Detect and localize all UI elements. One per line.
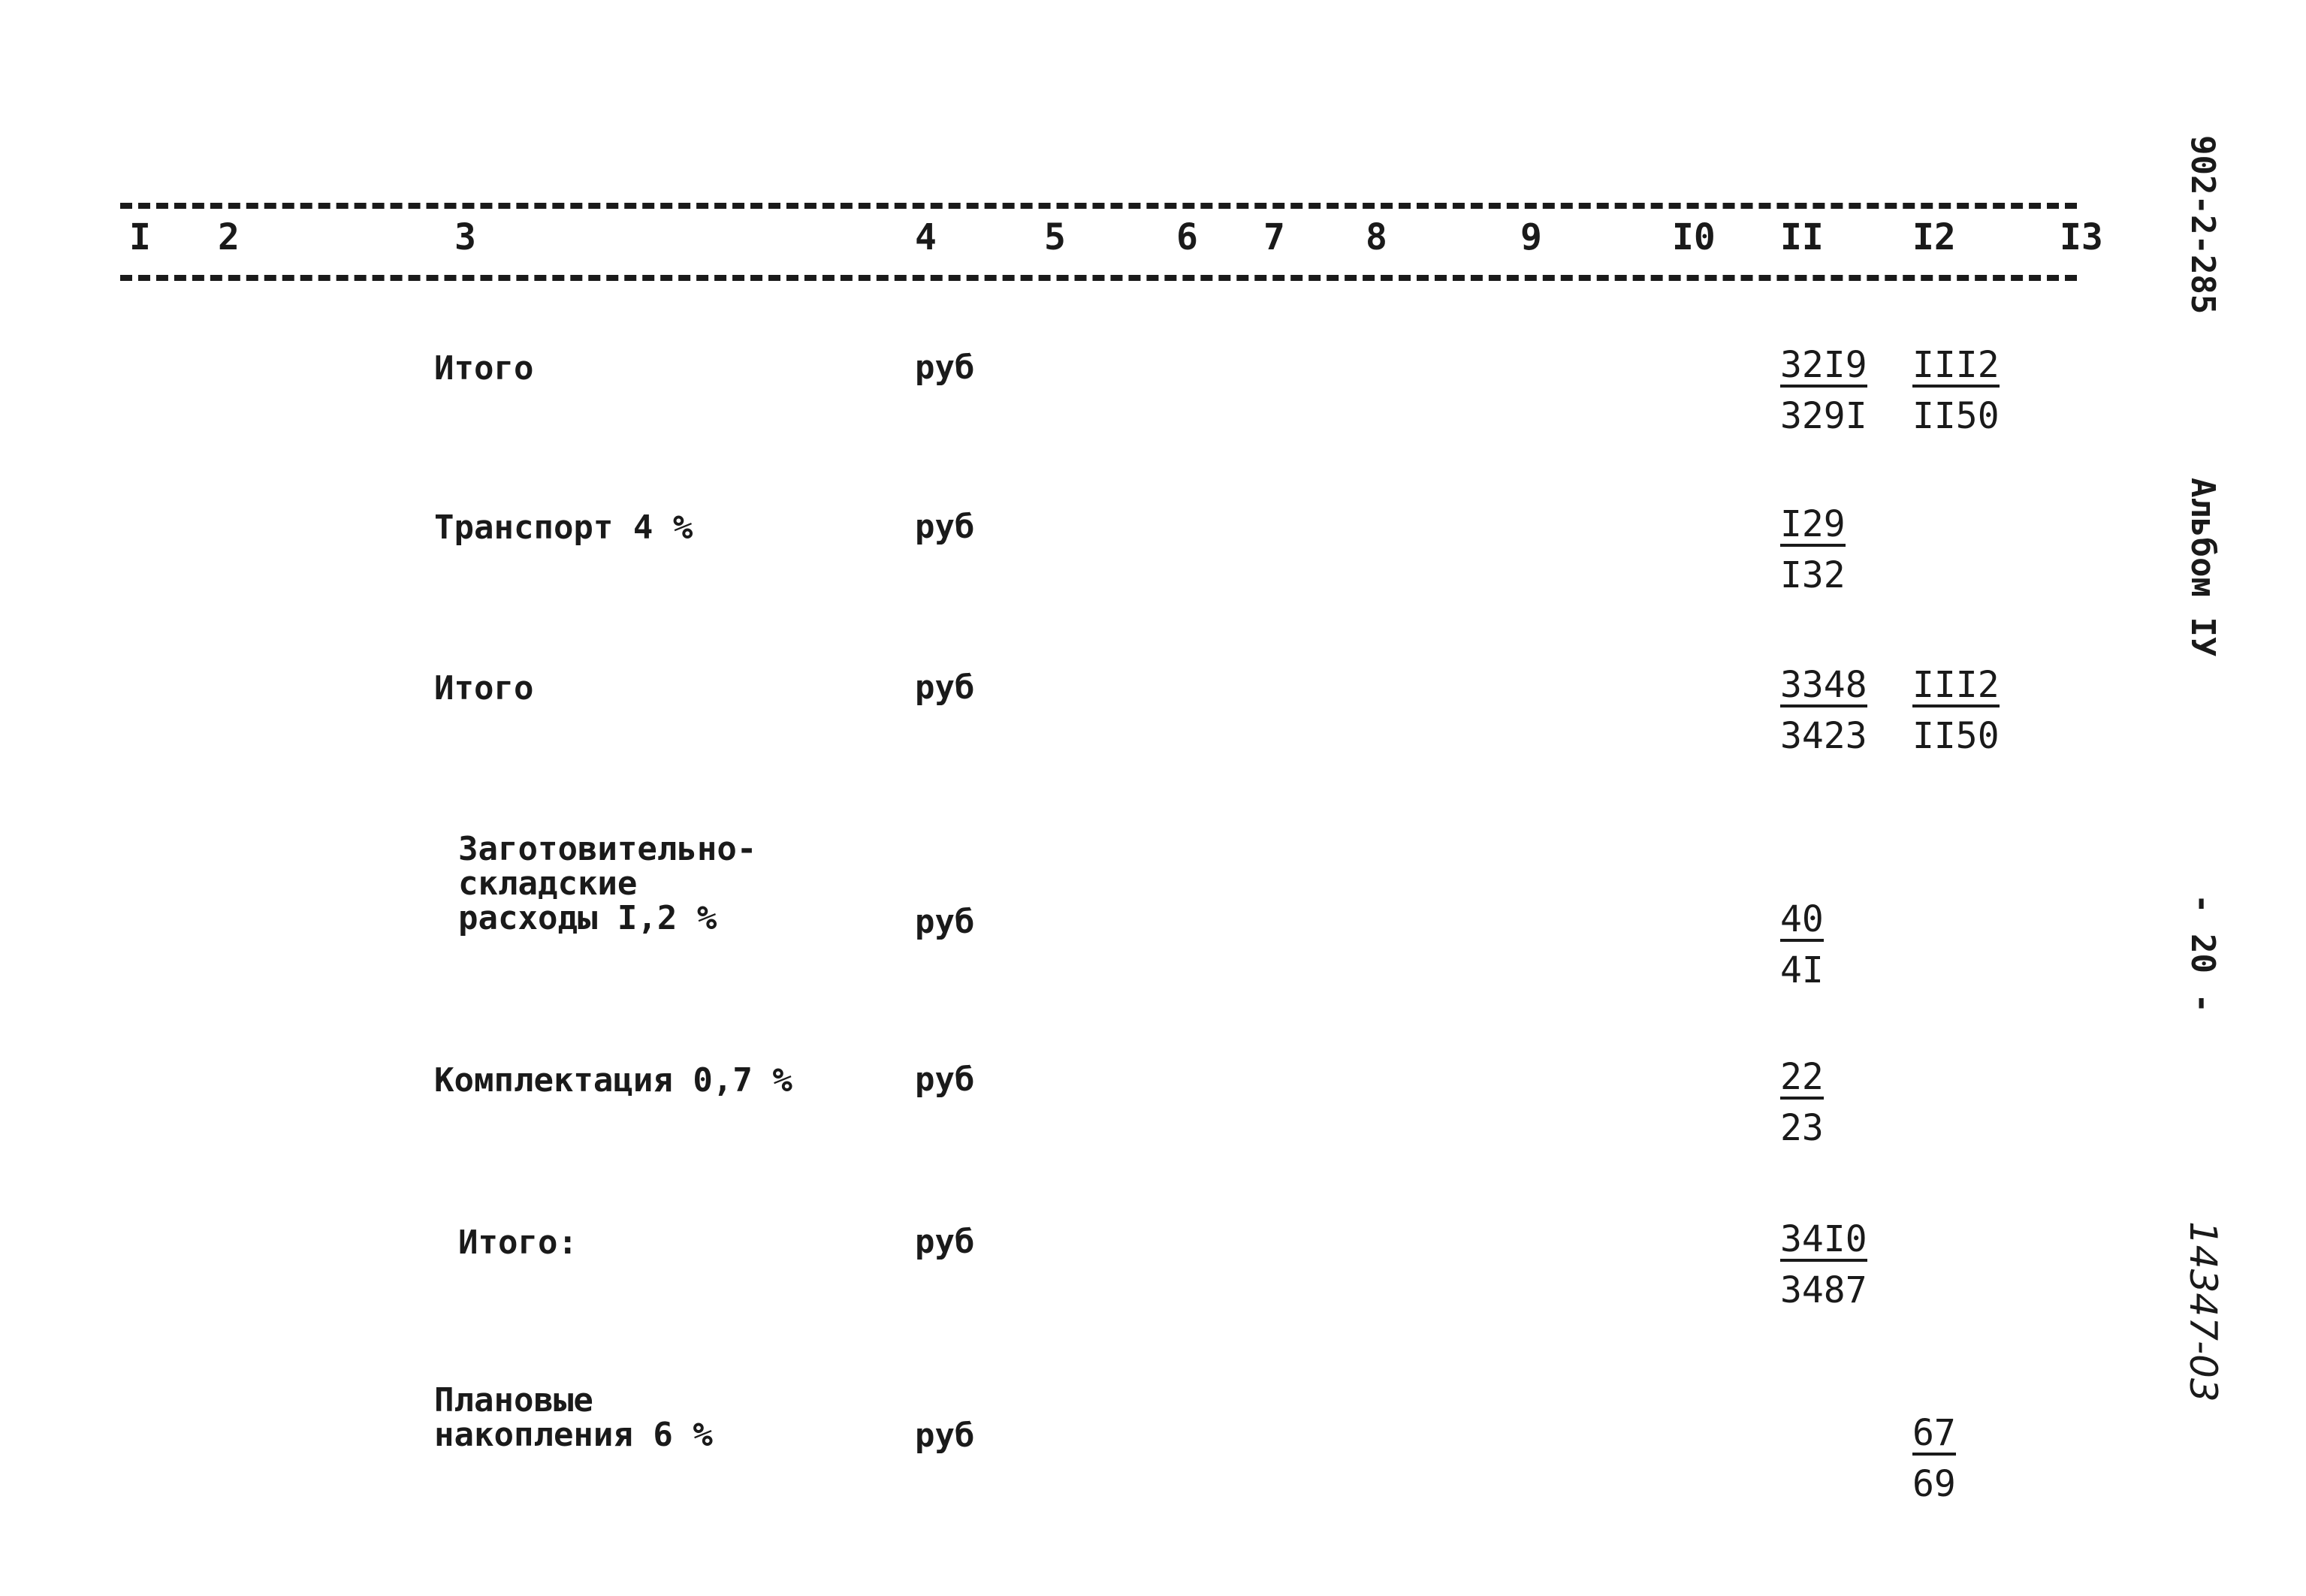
column-number-6: 6 [1176, 216, 1198, 258]
row-unit: руб [915, 903, 975, 941]
value-denominator: 69 [1912, 1463, 1956, 1505]
row-label: Транспорт 4 % [434, 508, 693, 547]
row-value-col12 [1912, 664, 2000, 757]
header-bottom-rule [120, 275, 2077, 281]
column-number-3: 3 [454, 216, 476, 258]
column-number-13: I3 [2060, 216, 2103, 258]
value-denominator: 23 [1780, 1107, 1824, 1149]
row-unit: руб [915, 508, 975, 546]
row-value-col12 [1912, 344, 2000, 437]
column-number-12: I2 [1912, 216, 1956, 258]
column-number-7: 7 [1263, 216, 1285, 258]
margin-page-number: - 20 - [2184, 894, 2222, 1013]
value-numerator: I29 [1780, 503, 1846, 545]
column-number-9: 9 [1520, 216, 1542, 258]
value-numerator: III2 [1912, 344, 2000, 386]
row-value-col12 [1912, 1412, 1956, 1505]
value-denominator: 3487 [1780, 1269, 1867, 1311]
row-value-col11 [1780, 344, 1867, 437]
row-label: Итого [434, 349, 534, 388]
margin-code: 902-2-285 [2184, 135, 2222, 315]
row-label: Итого: [458, 1223, 578, 1262]
value-numerator: 34I0 [1780, 1218, 1867, 1260]
value-numerator: 22 [1780, 1056, 1824, 1098]
row-unit: руб [915, 348, 975, 387]
row-label: Итого [434, 669, 534, 707]
value-denominator: II50 [1912, 715, 2000, 757]
value-denominator: 3423 [1780, 715, 1867, 757]
row-value-col11 [1780, 664, 1867, 757]
value-denominator: II50 [1912, 395, 2000, 437]
column-number-4: 4 [915, 216, 937, 258]
column-number-8: 8 [1366, 216, 1387, 258]
value-numerator: 40 [1780, 898, 1824, 940]
value-denominator: I32 [1780, 554, 1846, 596]
row-label: Заготовительно- складские расходы I,2 % [458, 830, 757, 938]
row-unit: руб [915, 1416, 975, 1455]
row-label: Комплектация 0,7 % [434, 1061, 792, 1100]
row-value-col11 [1780, 503, 1846, 596]
column-number-1: I [129, 216, 151, 258]
margin-doc-number: 14347-03 [2181, 1221, 2225, 1402]
column-number-5: 5 [1044, 216, 1066, 258]
value-numerator: 32I9 [1780, 344, 1867, 386]
margin-album: Альбом IУ [2184, 478, 2222, 657]
value-denominator: 329I [1780, 395, 1867, 437]
row-value-col11 [1780, 898, 1824, 991]
row-unit: руб [915, 1060, 975, 1099]
row-unit: руб [915, 668, 975, 707]
row-unit: руб [915, 1223, 975, 1261]
header-top-rule [120, 203, 2077, 209]
row-value-col11 [1780, 1056, 1824, 1149]
column-number-10: I0 [1672, 216, 1716, 258]
value-denominator: 4I [1780, 949, 1824, 991]
value-numerator: 67 [1912, 1412, 1956, 1454]
column-number-11: II [1780, 216, 1824, 258]
value-numerator: III2 [1912, 664, 2000, 706]
row-value-col11 [1780, 1218, 1867, 1311]
column-number-2: 2 [218, 216, 240, 258]
value-numerator: 3348 [1780, 664, 1867, 706]
row-label: Плановые накопления 6 % [434, 1381, 713, 1455]
